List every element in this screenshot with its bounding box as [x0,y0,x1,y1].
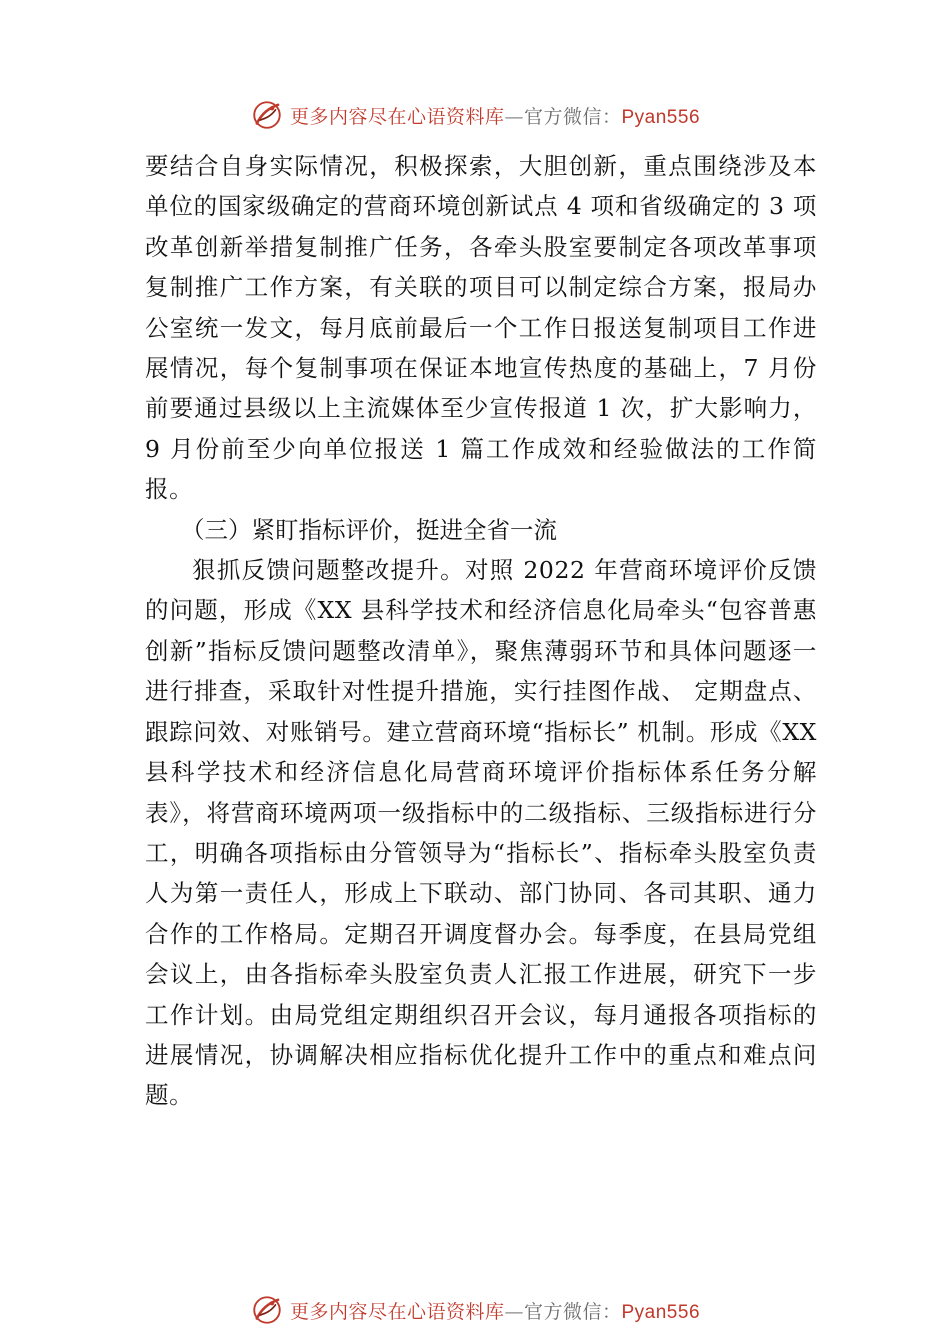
watermark-text [290,102,700,129]
watermark-account: Pyan556 [621,1301,701,1323]
watermark-text [290,1297,700,1324]
watermark-brand: 更多内容尽在心语资料库 [289,1300,505,1323]
header-watermark [0,95,950,135]
paragraph-body: 狠抓反馈问题整改提升。对照 2022 年营商环境评价反馈的问题，形成《XX 县科学技术和经济信息化局牵头“包容普惠创新”指标反馈问题整改清单》，聚焦薄弱环节和具体问题逐一进行排查，采取针对性提升措施，实行挂图作战、 定期盘点、跟踪问效、对账销号。建立营商环境“指标长” 机制。形成《XX 县科学技术和经济信息化局营商环境评价指标体系任务分解表》，将营商环境两项一级指标中的二级指标、三级指标进行分工，明确各项指标由分管领导为“指标长”、指标牵头股室负责人为第一责任人，形成上下联动、部门协同、各司其职、通力合作的工作格局。定期召开调度督办会。每季度，在县局党组会议上，由各指标牵头股室负责人汇报工作进展，研究下一步工作计划。由局党组定期组织召开会议，每月通报各项指标的进展情况，协调解决相应指标优化提升工作中的重点和难点问题。 [145,556,817,1110]
brush-swirl-logo-icon [250,1293,284,1327]
watermark-wechat-label: 官方微信： [523,1300,622,1323]
watermark-brand: 更多内容尽在心语资料库 [289,105,505,128]
paragraph-continuation: 要结合自身实际情况，积极探索，大胆创新，重点围绕涉及本单位的国家级确定的营商环境创新试点 4 项和省级确定的 3 项改革创新举措复制推广任务，各牵头股室要制定各项改革事项复制推广工作方案，有关联的项目可以制定综合方案，报局办公室统一发文，每月底前最后一个工作日报送复制项目工作进展情况，每个复制事项在保证本地宣传热度的基础上，7 月份前要通过县级以上主流媒体至少宣传报道 1 次，扩大影响力，9 月份前至少向单位报送 1 篇工作成效和经验做法的工作简报。 [145,152,817,504]
brush-swirl-logo-icon [250,98,284,132]
watermark-separator: — [504,105,524,128]
footer-watermark [0,1290,950,1330]
section-heading: （三）紧盯指标评价，挺进全省一流 [181,515,557,544]
watermark-wechat-label: 官方微信： [523,105,622,128]
watermark-account: Pyan556 [621,106,701,128]
watermark-separator: — [504,1300,524,1323]
document-body [145,146,817,1116]
